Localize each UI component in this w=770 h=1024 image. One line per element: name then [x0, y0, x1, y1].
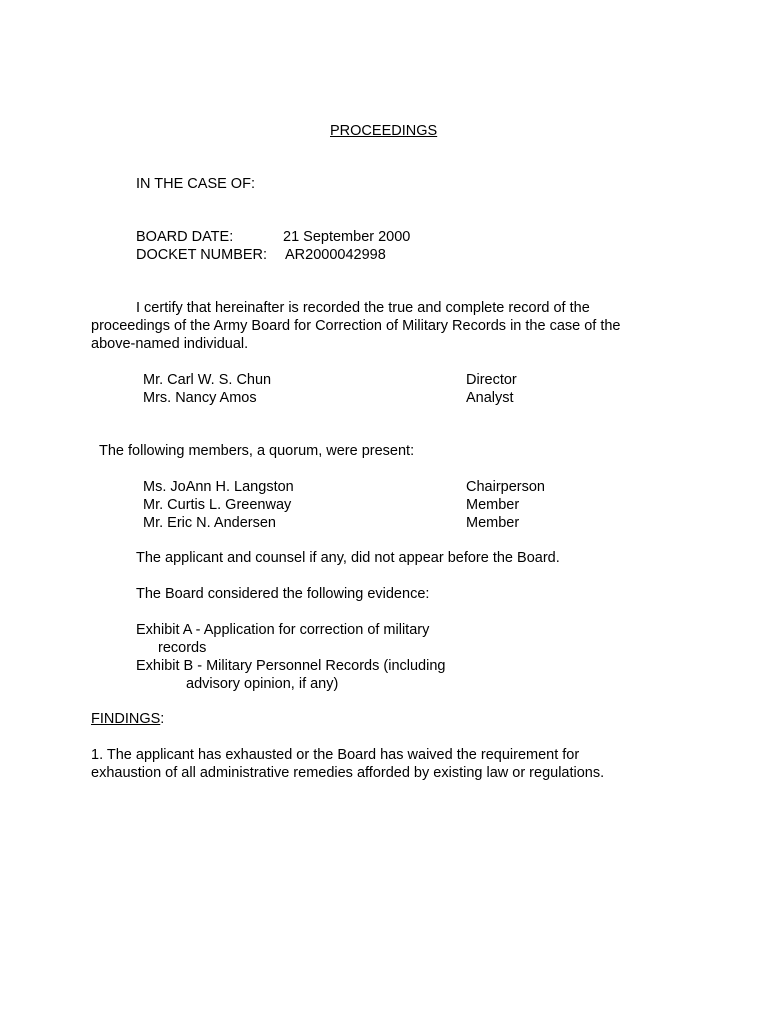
staff-name: Mr. Carl W. S. Chun	[143, 372, 272, 388]
quorum-statement: The following members, a quorum, were present:	[99, 443, 415, 459]
board-date-value: 21 September 2000	[283, 229, 411, 245]
certification-text: I certify that hereinafter is recorded the true and complete record of the proceedings of the Army Board for Correction of Military Records in the case of the above-named individual.	[91, 300, 621, 352]
appearance-statement: The applicant and counsel if any, did not appear before the Board.	[136, 550, 560, 566]
member-name: Mr. Eric N. Andersen	[143, 515, 276, 531]
findings-heading	[91, 710, 164, 728]
page-title: PROCEEDINGS	[330, 123, 438, 139]
staff-role: Director	[466, 372, 517, 388]
member-name: Mr. Curtis L. Greenway	[143, 497, 292, 513]
case-label: IN THE CASE OF:	[136, 176, 255, 192]
findings-colon: :	[160, 711, 165, 727]
findings-label: FINDINGS	[91, 711, 161, 727]
evidence-intro: The Board considered the following evidence:	[136, 586, 430, 602]
exhibit-b: Exhibit B - Military Personnel Records (including	[136, 658, 446, 674]
docket-number-value: AR2000042998	[285, 247, 386, 263]
docket-number-label: DOCKET NUMBER:	[136, 247, 268, 263]
exhibit-a-continuation: records	[158, 640, 207, 656]
member-role: Member	[466, 497, 520, 513]
finding-1: 1. The applicant has exhausted or the Board has waived the requirement for exhaustion of all administrative remedies afforded by existing law or regulations.	[91, 747, 605, 781]
exhibit-a: Exhibit A - Application for correction of military	[136, 622, 430, 638]
staff-role: Analyst	[466, 390, 514, 406]
member-name: Ms. JoAnn H. Langston	[143, 479, 294, 495]
board-date-label: BOARD DATE:	[136, 229, 234, 245]
exhibit-b-continuation: advisory opinion, if any)	[186, 676, 339, 692]
member-role: Chairperson	[466, 479, 545, 495]
certification-paragraph	[91, 299, 651, 353]
staff-name: Mrs. Nancy Amos	[143, 390, 257, 406]
member-role: Member	[466, 515, 520, 531]
